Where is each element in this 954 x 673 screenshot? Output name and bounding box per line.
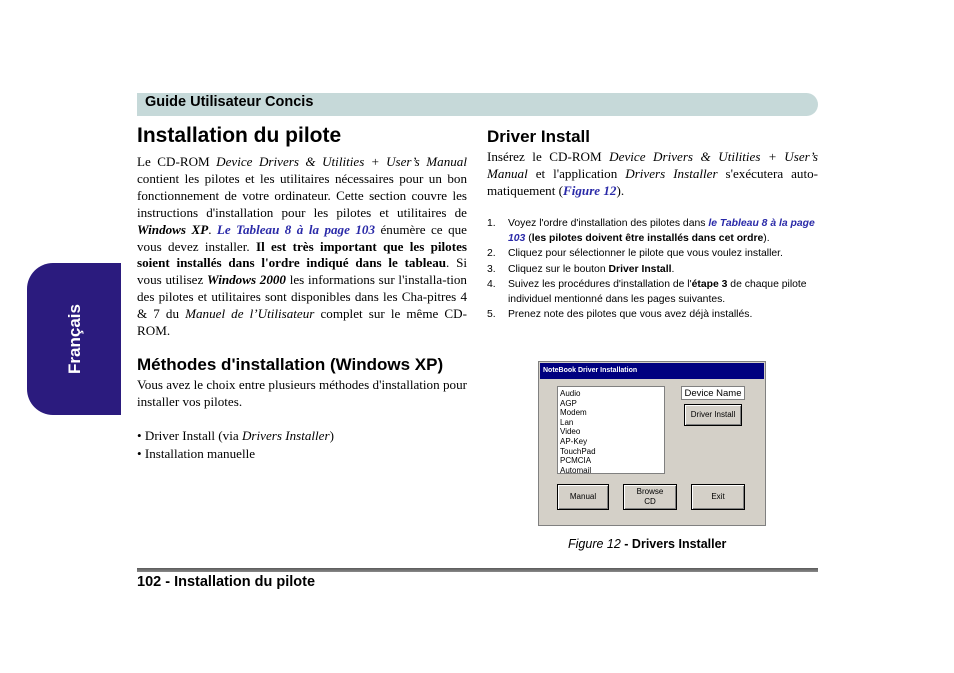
driver-install-paragraph: Insérez le CD-ROM Device Drivers & Utilities + User’s Manual et l'application Drivers Installer s'exécutera auto-matiquement (Figure 12). xyxy=(487,149,818,198)
list-item: • Driver Install (via Drivers Installer) xyxy=(137,428,334,443)
intro-paragraph: Le CD-ROM Device Drivers & Utilities + User’s Manual contient les pilotes et les utilitaires nécessaires pour un bon fonctionnement de votre ordinateur. Cette section couvre les instructions d'installation pour les pilotes et utilitaires de Windows XP. Le Tableau 8 à la page 103 énumère ce que vous devez installer. Il est très important que les pilotes soient installés dans l'ordre indiqué dans le tableau. Si vous utilisez Windows 2000 les informations sur l'installa-tion des pilotes et utilitaires sont disponibles dans les Cha-pitres 4 & 7 du Manuel de l’Utilisateur complet sur le même CD-ROM. xyxy=(137,154,468,339)
driver-install-heading: Driver Install xyxy=(487,127,590,146)
step-item: 3. Cliquez sur le bouton Driver Install. xyxy=(487,263,675,275)
exit-button[interactable]: Exit xyxy=(691,484,745,510)
steps-list xyxy=(487,216,817,322)
header-bar xyxy=(137,93,818,116)
list-item[interactable]: Automail xyxy=(560,465,592,475)
footer-page-label: 102 - Installation du pilote xyxy=(137,574,316,590)
methods-heading: Méthodes d'installation (Windows XP) xyxy=(137,355,444,374)
list-item[interactable]: Modem xyxy=(560,408,587,418)
methods-list xyxy=(137,427,334,463)
step-item: 1. Voyez l'ordre d'installation des pilotes dans le Tableau 8 à la page 103 (les pilotes doivent être installés dans cet ordre). xyxy=(487,218,815,245)
footer-divider xyxy=(137,568,818,572)
step-item: 2. Cliquez pour sélectionner le pilote que vous voulez installer. xyxy=(487,248,783,260)
step-item: 5. Prenez note des pilotes que vous avez déjà installés. xyxy=(487,309,753,321)
header-title: Guide Utilisateur Concis xyxy=(145,94,314,110)
language-tab xyxy=(27,263,121,415)
driver-listbox[interactable] xyxy=(557,386,665,474)
list-item: • Installation manuelle xyxy=(137,446,256,461)
driver-install-button[interactable]: Driver Install xyxy=(684,404,742,426)
table-link[interactable]: Le Tableau 8 à la page 103 xyxy=(216,221,376,237)
table-link[interactable]: le Tableau 8 à la page 103 xyxy=(508,218,815,245)
driver-installer-dialog xyxy=(538,361,766,526)
list-item[interactable]: Lan xyxy=(560,417,574,427)
list-item[interactable]: PCMCIA xyxy=(560,456,592,466)
manual-button[interactable]: Manual xyxy=(557,484,609,510)
list-item[interactable]: Video xyxy=(560,427,581,437)
methods-paragraph: Vous avez le choix entre plusieurs méthodes d'installation pour installer vos pilotes. xyxy=(137,377,467,409)
browse-cd-button[interactable]: Browse CD xyxy=(623,484,677,510)
dialog-title: NoteBook Driver Installation xyxy=(540,363,764,379)
language-tab-label: Français xyxy=(65,304,84,374)
list-item[interactable]: AGP xyxy=(560,398,577,408)
list-item[interactable]: TouchPad xyxy=(560,446,596,456)
figure-link[interactable]: Figure 12 xyxy=(563,182,617,198)
device-name-field: Device Name xyxy=(681,386,745,400)
list-item[interactable]: Audio xyxy=(560,389,581,398)
figure-caption: Figure 12 - Drivers Installer xyxy=(568,537,727,551)
page-title: Installation du pilote xyxy=(137,124,342,147)
list-item[interactable]: AP-Key xyxy=(560,436,588,446)
step-item: 4. Suivez les procédures d'installation de l'étape 3 de chaque pilote individuel mentionné dans les pages suivantes. xyxy=(487,278,807,306)
